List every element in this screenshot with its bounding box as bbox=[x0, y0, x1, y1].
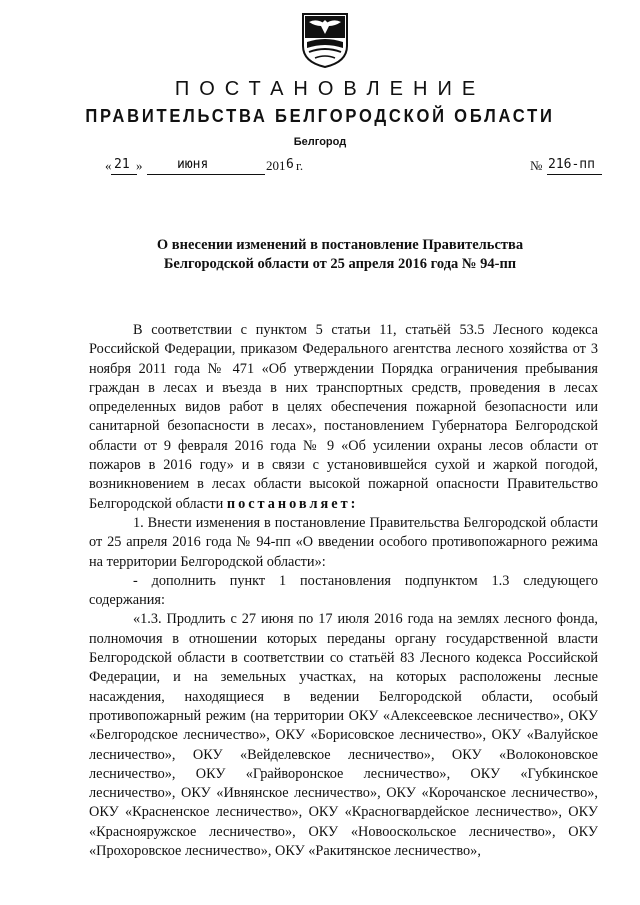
date-close-quote: » bbox=[136, 158, 143, 173]
date-day: 21 bbox=[114, 157, 130, 172]
date-month-underline bbox=[147, 174, 265, 175]
number-value: 216-пп bbox=[548, 157, 595, 172]
paragraph-subitem-1-3: «1.3. Продлить с 27 июня по 17 июля 2016 года на землях лесного фонда, полномочия в отношении которых переданы органу государственной власти Белгородской области в соответствии со статьёй 83 Лесного кодекса Российской Федерации, и на земельных участках, на которых расположены лесные насаждения, находящиеся в ведении Белгородской области, особый противопожарный режим (на территории ОКУ «Алексеевское лесничество», ОКУ «Белгородское лесничество», ОКУ «Борисовское лесничество», ОКУ «Валуйское лесничество», ОКУ «Вейделевское лесничество», ОКУ «Волоконовское лесничество», ОКУ «Грайворонское лесничество», ОКУ «Губкинское лесничество», ОКУ «Ивнянское лесничество», ОКУ «Корочанское лесничество», ОКУ «Красненское лесничество», ОКУ «Красногвардейское лесничество», ОКУ «Краснояружское лесничество», ОКУ «Новооскольское лесничество», ОКУ «Прохоровское лесничество», ОКУ «Ракитянское лесничество», bbox=[89, 611, 598, 860]
paragraph-preamble-text: В соответствии с пунктом 5 статьи 11, статьёй 53.5 Лесного кодекса Российской Федерации, приказом Федерального агентства лесного хозяйства от 3 ноября 2011 года № 471 «Об утверждении Порядка ограничения пребывания граждан в лесах и въезда в них транспортных средств, проведения в лесах определенных видов работ в целях обеспечения пожарной безопасности или санитарной безопасности в лесах», постановлением Губернатора Белгородской области от 9 февраля 2016 года № 9 «Об усилении охраны лесов области от пожаров в 2016 году» и в связи с установившейся сухой и жаркой погодой, возникновением в лесах области высокой пожарной опасности Правительство Белгородской области bbox=[89, 322, 598, 512]
city-name: Белгород bbox=[293, 136, 347, 148]
document-number bbox=[530, 158, 600, 176]
paragraph-item-1: 1. Внести изменения в постановление Правительства Белгородской области от 25 апреля 2016 года № 94-пп «О введении особого противопожарного режима на территории Белгородской области»: bbox=[89, 514, 598, 570]
date-year-suffix: 6 bbox=[286, 157, 294, 172]
number-sign: № bbox=[530, 158, 543, 173]
paragraph-amendment: - дополнить пункт 1 постановления подпунктом 1.3 следующего содержания: bbox=[89, 572, 598, 609]
date-day-underline bbox=[111, 174, 137, 175]
document-body bbox=[89, 321, 598, 861]
date-year-mark: г. bbox=[296, 158, 304, 173]
paragraph-preamble bbox=[89, 321, 598, 514]
coat-of-arms-emblem bbox=[299, 12, 351, 68]
header-subtitle: ПРАВИТЕЛЬСТВА БЕЛГОРОДСКОЙ ОБЛАСТИ bbox=[85, 106, 555, 126]
header-title: ПОСТАНОВЛЕНИЕ bbox=[174, 78, 486, 100]
date-year-prefix: 201 bbox=[266, 158, 286, 173]
resolve-word: постановляет: bbox=[226, 495, 359, 512]
date-open-quote: « bbox=[105, 158, 112, 173]
document-title-line-1: О внесении изменений в постановление Правительства bbox=[156, 237, 524, 253]
date-month: июня bbox=[177, 157, 209, 172]
document-title-line-2: Белгородской области от 25 апреля 2016 года № 94-пп bbox=[163, 256, 517, 272]
document-title bbox=[80, 236, 600, 274]
number-underline bbox=[547, 174, 602, 175]
